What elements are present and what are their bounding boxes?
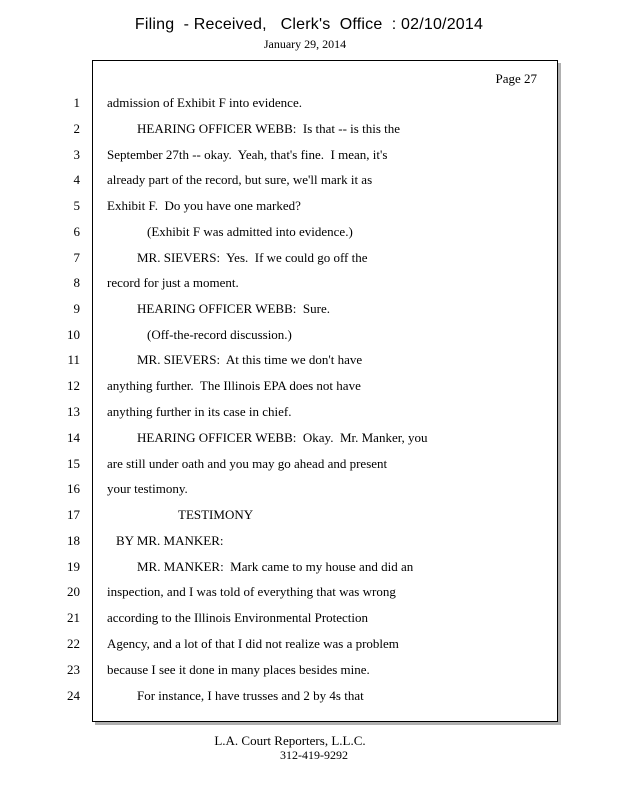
line-text: (Exhibit F was admitted into evidence.) <box>147 224 353 239</box>
line-text: MR. MANKER: Mark came to my house and did an <box>137 559 414 574</box>
line-text: admission of Exhibit F into evidence. <box>107 95 302 110</box>
line-text: anything further. The Illinois EPA does not have <box>107 378 361 393</box>
transcript-line <box>0 610 618 630</box>
line-number: 8 <box>73 275 80 290</box>
line-number: 24 <box>67 688 80 703</box>
line-text: September 27th -- okay. Yeah, that's fine. I mean, it's <box>107 147 388 162</box>
transcript-line <box>0 95 618 115</box>
transcript-line <box>0 327 618 347</box>
line-number: 21 <box>67 610 80 625</box>
line-text: TESTIMONY <box>178 507 254 522</box>
line-number: 3 <box>73 147 80 162</box>
transcript-line <box>0 636 618 656</box>
line-text: BY MR. MANKER: <box>116 533 224 548</box>
line-text: record for just a moment. <box>107 275 239 290</box>
court-reporter-phone: 312-419-9292 <box>280 748 348 762</box>
transcript-line <box>0 198 618 218</box>
line-text: already part of the record, but sure, we'll mark it as <box>107 172 373 187</box>
transcript-line <box>0 301 618 321</box>
transcript-line <box>0 662 618 682</box>
line-text: MR. SIEVERS: At this time we don't have <box>137 352 363 367</box>
line-text: are still under oath and you may go ahead and present <box>107 456 388 471</box>
line-text: anything further in its case in chief. <box>107 404 292 419</box>
line-number: 18 <box>67 533 80 548</box>
transcript-line <box>0 404 618 424</box>
transcript-line <box>0 224 618 244</box>
line-number: 19 <box>67 559 80 574</box>
line-text: HEARING OFFICER WEBB: Sure. <box>137 301 330 316</box>
transcript-line <box>0 533 618 553</box>
line-number: 7 <box>73 250 80 265</box>
line-text: because I see it done in many places besides mine. <box>107 662 370 677</box>
line-text: Exhibit F. Do you have one marked? <box>107 198 301 213</box>
line-number: 22 <box>67 636 80 651</box>
transcript-line <box>0 275 618 295</box>
line-number: 2 <box>73 121 80 136</box>
transcript-line <box>0 456 618 476</box>
line-number: 10 <box>67 327 80 342</box>
line-number: 1 <box>73 95 80 110</box>
transcript-line <box>0 352 618 372</box>
transcript-line <box>0 559 618 579</box>
line-number: 13 <box>67 404 80 419</box>
line-number: 23 <box>67 662 80 677</box>
transcript-line <box>0 172 618 192</box>
transcript-line <box>0 507 618 527</box>
transcript-line <box>0 121 618 141</box>
line-number: 11 <box>67 352 80 367</box>
line-number: 12 <box>67 378 80 393</box>
line-text: Agency, and a lot of that I did not realize was a problem <box>107 636 399 651</box>
line-number: 6 <box>73 224 80 239</box>
page-number: Page 27 <box>495 71 537 86</box>
line-number: 20 <box>67 584 80 599</box>
transcript-date: January 29, 2014 <box>263 37 347 51</box>
filing-stamp: Filing - Received, Clerk's Office : 02/10/2014 <box>134 16 484 33</box>
transcript-line <box>0 378 618 398</box>
line-number: 17 <box>67 507 80 522</box>
transcript-line <box>0 481 618 501</box>
line-text: inspection, and I was told of everything that was wrong <box>107 584 396 599</box>
line-number: 4 <box>73 172 80 187</box>
court-reporter-name: L.A. Court Reporters, L.L.C. <box>214 733 366 748</box>
line-text: HEARING OFFICER WEBB: Is that -- is this the <box>137 121 401 136</box>
line-number: 9 <box>73 301 80 316</box>
transcript-line <box>0 430 618 450</box>
line-text: (Off-the-record discussion.) <box>147 327 292 342</box>
transcript-line <box>0 584 618 604</box>
transcript-line <box>0 250 618 270</box>
line-text: according to the Illinois Environmental Protection <box>107 610 369 625</box>
line-number: 14 <box>67 430 80 445</box>
line-number: 16 <box>67 481 80 496</box>
line-number: 15 <box>67 456 80 471</box>
line-text: For instance, I have trusses and 2 by 4s that <box>137 688 364 703</box>
transcript-line <box>0 147 618 167</box>
line-number: 5 <box>73 198 80 213</box>
line-text: MR. SIEVERS: Yes. If we could go off the <box>137 250 368 265</box>
line-text: your testimony. <box>107 481 188 496</box>
line-text: HEARING OFFICER WEBB: Okay. Mr. Manker, you <box>137 430 428 445</box>
transcript-line <box>0 688 618 708</box>
